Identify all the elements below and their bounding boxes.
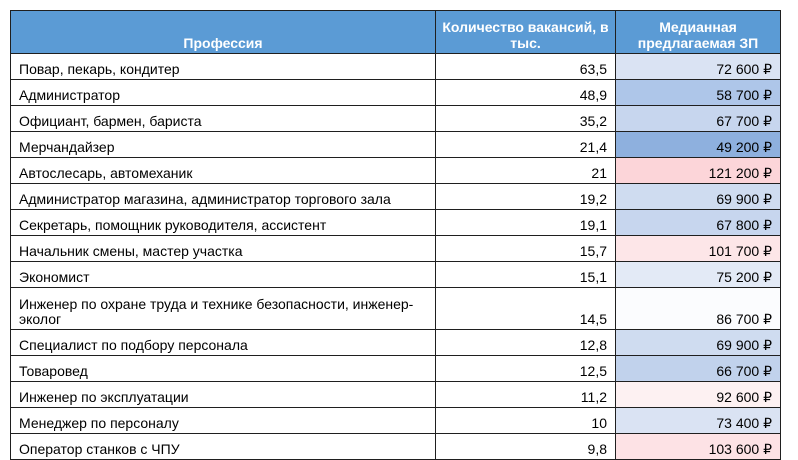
profession-cell: Специалист по подбору персонала <box>11 330 436 356</box>
profession-cell: Менеджер по персоналу <box>11 408 436 434</box>
header-vacancies: Количество вакансий, в тыс. <box>436 11 616 54</box>
vacancies-cell: 12,5 <box>436 356 616 382</box>
profession-cell: Начальник смены, мастер участка <box>11 236 436 262</box>
salary-cell: 73 400 ₽ <box>616 408 781 434</box>
table-row <box>11 382 781 408</box>
table-row <box>11 330 781 356</box>
vacancies-cell: 19,2 <box>436 184 616 210</box>
vacancies-cell: 10 <box>436 408 616 434</box>
profession-cell: Инженер по эксплуатации <box>11 382 436 408</box>
profession-cell: Инженер по охране труда и технике безопасности, инженер-эколог <box>11 288 436 330</box>
table-row <box>11 356 781 382</box>
salary-cell: 69 900 ₽ <box>616 330 781 356</box>
table-row <box>11 80 781 106</box>
salary-cell: 67 700 ₽ <box>616 106 781 132</box>
header-row <box>11 11 781 54</box>
table-row <box>11 106 781 132</box>
vacancies-cell: 15,1 <box>436 262 616 288</box>
salary-cell: 101 700 ₽ <box>616 236 781 262</box>
table-row <box>11 132 781 158</box>
salary-cell: 58 700 ₽ <box>616 80 781 106</box>
vacancies-cell: 11,2 <box>436 382 616 408</box>
vacancies-cell: 21,4 <box>436 132 616 158</box>
vacancies-cell: 48,9 <box>436 80 616 106</box>
profession-cell: Товаровед <box>11 356 436 382</box>
table-row <box>11 434 781 460</box>
table-row <box>11 210 781 236</box>
vacancies-cell: 63,5 <box>436 54 616 80</box>
table-row <box>11 262 781 288</box>
profession-cell: Повар, пекарь, кондитер <box>11 54 436 80</box>
table-body <box>11 54 781 460</box>
salary-cell: 103 600 ₽ <box>616 434 781 460</box>
table-row <box>11 184 781 210</box>
vacancies-cell: 35,2 <box>436 106 616 132</box>
vacancies-cell: 15,7 <box>436 236 616 262</box>
vacancies-cell: 14,5 <box>436 288 616 330</box>
table-row <box>11 54 781 80</box>
salary-cell: 86 700 ₽ <box>616 288 781 330</box>
salary-cell: 72 600 ₽ <box>616 54 781 80</box>
salary-cell: 75 200 ₽ <box>616 262 781 288</box>
profession-cell: Администратор магазина, администратор торгового зала <box>11 184 436 210</box>
salary-cell: 49 200 ₽ <box>616 132 781 158</box>
header-profession: Профессия <box>11 11 436 54</box>
vacancies-cell: 9,8 <box>436 434 616 460</box>
profession-cell: Официант, бармен, бариста <box>11 106 436 132</box>
profession-cell: Автослесарь, автомеханик <box>11 158 436 184</box>
vacancies-cell: 12,8 <box>436 330 616 356</box>
salary-table <box>10 10 781 460</box>
salary-cell: 67 800 ₽ <box>616 210 781 236</box>
profession-cell: Мерчандайзер <box>11 132 436 158</box>
table-row <box>11 288 781 330</box>
profession-cell: Оператор станков с ЧПУ <box>11 434 436 460</box>
table-row <box>11 158 781 184</box>
profession-cell: Экономист <box>11 262 436 288</box>
salary-cell: 92 600 ₽ <box>616 382 781 408</box>
header-salary: Медианная предлагаемая ЗП <box>616 11 781 54</box>
profession-cell: Секретарь, помощник руководителя, ассистент <box>11 210 436 236</box>
salary-cell: 69 900 ₽ <box>616 184 781 210</box>
salary-cell: 66 700 ₽ <box>616 356 781 382</box>
vacancies-cell: 21 <box>436 158 616 184</box>
profession-cell: Администратор <box>11 80 436 106</box>
table-row <box>11 236 781 262</box>
vacancies-cell: 19,1 <box>436 210 616 236</box>
table-row <box>11 408 781 434</box>
salary-cell: 121 200 ₽ <box>616 158 781 184</box>
